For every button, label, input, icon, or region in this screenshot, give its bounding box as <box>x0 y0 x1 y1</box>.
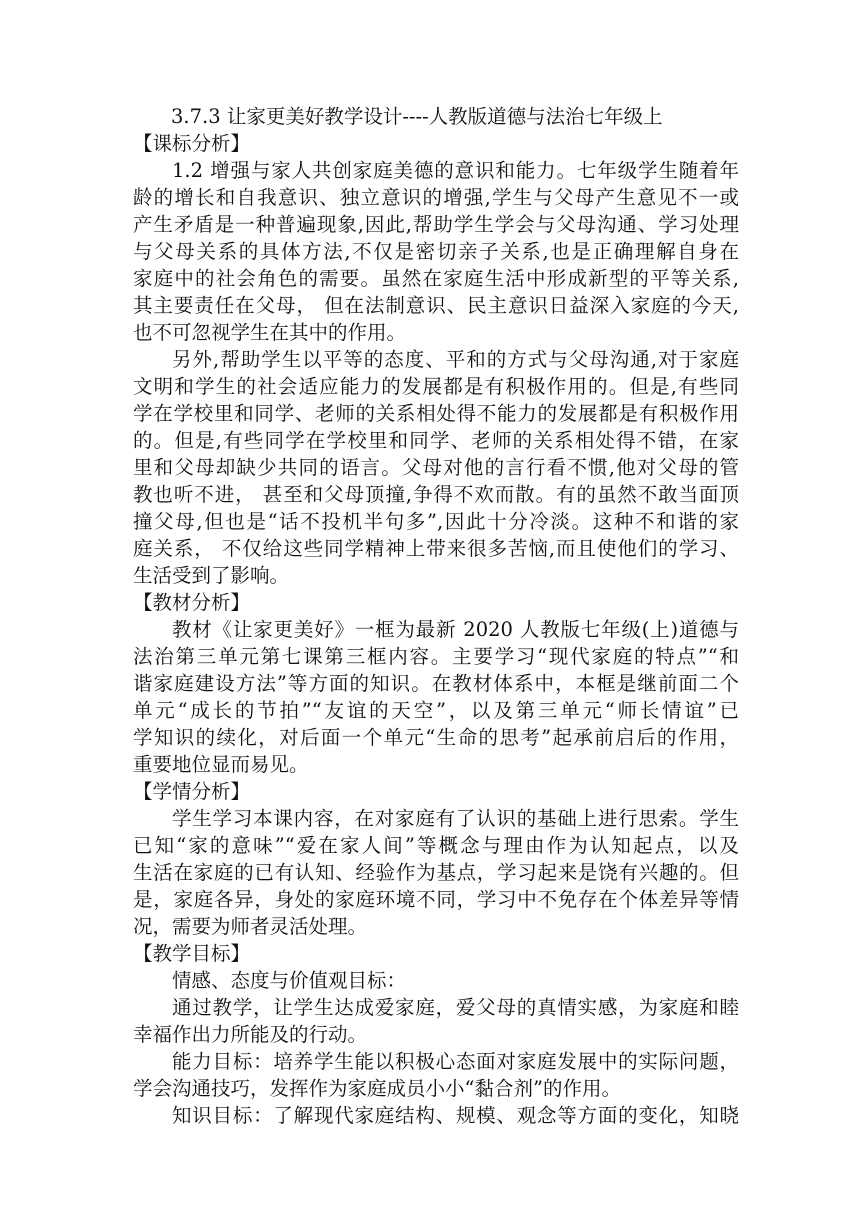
paragraph <box>133 616 739 778</box>
paragraph-line: 里和父母却缺少共同的语言。父母对他的言行看不惯,他对父母的管 <box>133 456 739 479</box>
paragraph <box>133 1102 739 1129</box>
paragraph-line: 庭关系， 不仅给这些同学精神上带来很多苦恼,而且使他们的学习、 <box>133 537 739 560</box>
section-heading: 【学情分析】 <box>133 780 251 803</box>
paragraph-line: 已知“家的意味”“爱在家人间”等概念与理由作为认知起点，以及 <box>133 834 739 857</box>
paragraph-line: 幸福作出力所能及的行动。 <box>133 1023 368 1046</box>
paragraph <box>133 157 739 346</box>
paragraph-line: 家庭中的社会角色的需要。虽然在家庭生活中形成新型的平等关系, <box>133 267 739 290</box>
paragraph-line: 龄的增长和自我意识、独立意识的增强,学生与父母产生意见不一或 <box>133 186 739 209</box>
paragraph-line: 生活受到了影响。 <box>133 564 290 587</box>
paragraph-line: 其主要责任在父母， 但在法制意识、民主意识日益深入家庭的今天, <box>133 294 739 317</box>
paragraph-line: 生活在家庭的已有认知、经验作为基点，学习起来是饶有兴趣的。但 <box>133 861 739 884</box>
paragraph-line: 文明和学生的社会适应能力的发展都是有积极作用的。但是,有些同 <box>133 375 739 398</box>
paragraph-line: 能力目标：培养学生能以积极心态面对家庭发展中的实际问题， <box>172 1050 739 1073</box>
paragraph-line: 另外,帮助学生以平等的态度、平和的方式与父母沟通,对于家庭 <box>172 348 739 371</box>
paragraph-line: 况，需要为师者灵活处理。 <box>133 915 368 938</box>
paragraph-line: 重要地位显而易见。 <box>133 753 309 776</box>
paragraph-line: 法治第三单元第七课第三框内容。主要学习“现代家庭的特点”“和 <box>133 645 739 668</box>
paragraph-line: 情感、态度与价值观目标： <box>172 969 407 992</box>
document-body <box>133 103 739 1129</box>
paragraph-line: 教也听不进， 甚至和父母顶撞,争得不欢而散。有的虽然不敢当面顶 <box>133 483 739 506</box>
paragraph <box>133 805 739 940</box>
paragraph-line: 学在学校里和同学、老师的关系相处得不能力的发展都是有积极作用 <box>133 402 739 425</box>
paragraph-line: 单元“成长的节拍”“友谊的天空”，以及第三单元“师长情谊”已 <box>133 699 739 722</box>
paragraph <box>133 346 739 589</box>
paragraph-line: 学会沟通技巧，发挥作为家庭成员小小“黏合剂”的作用。 <box>133 1077 621 1100</box>
paragraph-line: 谐家庭建设方法”等方面的知识。在教材体系中，本框是继前面二个 <box>133 672 739 695</box>
paragraph-line: 是，家庭各异，身处的家庭环境不同，学习中不免存在个体差异等情 <box>133 888 739 911</box>
document-title: 3.7.3 让家更美好教学设计----人教版道德与法治七年级上 <box>171 105 663 128</box>
paragraph-line: 的。但是,有些同学在学校里和同学、老师的关系相处得不错，在家 <box>133 429 739 452</box>
paragraph <box>133 1048 739 1102</box>
paragraph-line: 也不可忽视学生在其中的作用。 <box>133 321 407 344</box>
section-heading: 【课标分析】 <box>133 132 251 155</box>
paragraph <box>133 994 739 1048</box>
paragraph-line: 通过教学，让学生达成爱家庭，爱父母的真情实感，为家庭和睦 <box>172 996 739 1019</box>
paragraph-line: 产生矛盾是一种普遍现象,因此,帮助学生学会与父母沟通、学习处理 <box>133 213 739 236</box>
paragraph-line: 与父母关系的具体方法,不仅是密切亲子关系,也是正确理解自身在 <box>133 240 739 263</box>
paragraph-line: 撞父母,但也是“话不投机半句多”,因此十分冷淡。这种不和谐的家 <box>133 510 739 533</box>
paragraph <box>133 967 739 994</box>
paragraph-line: 学生学习本课内容，在对家庭有了认识的基础上进行思索。学生 <box>172 807 739 830</box>
paragraph-line: 教材《让家更美好》一框为最新 2020 人教版七年级(上)道德与 <box>172 618 739 641</box>
paragraph-line: 1.2 增强与家人共创家庭美德的意识和能力。七年级学生随着年 <box>172 159 739 182</box>
paragraph-line: 学知识的续化，对后面一个单元“生命的思考”起承前启后的作用， <box>133 726 739 749</box>
paragraph-line: 知识目标：了解现代家庭结构、规模、观念等方面的变化，知晓 <box>172 1104 739 1127</box>
section-heading: 【教材分析】 <box>133 591 251 614</box>
section-heading: 【教学目标】 <box>133 942 251 965</box>
